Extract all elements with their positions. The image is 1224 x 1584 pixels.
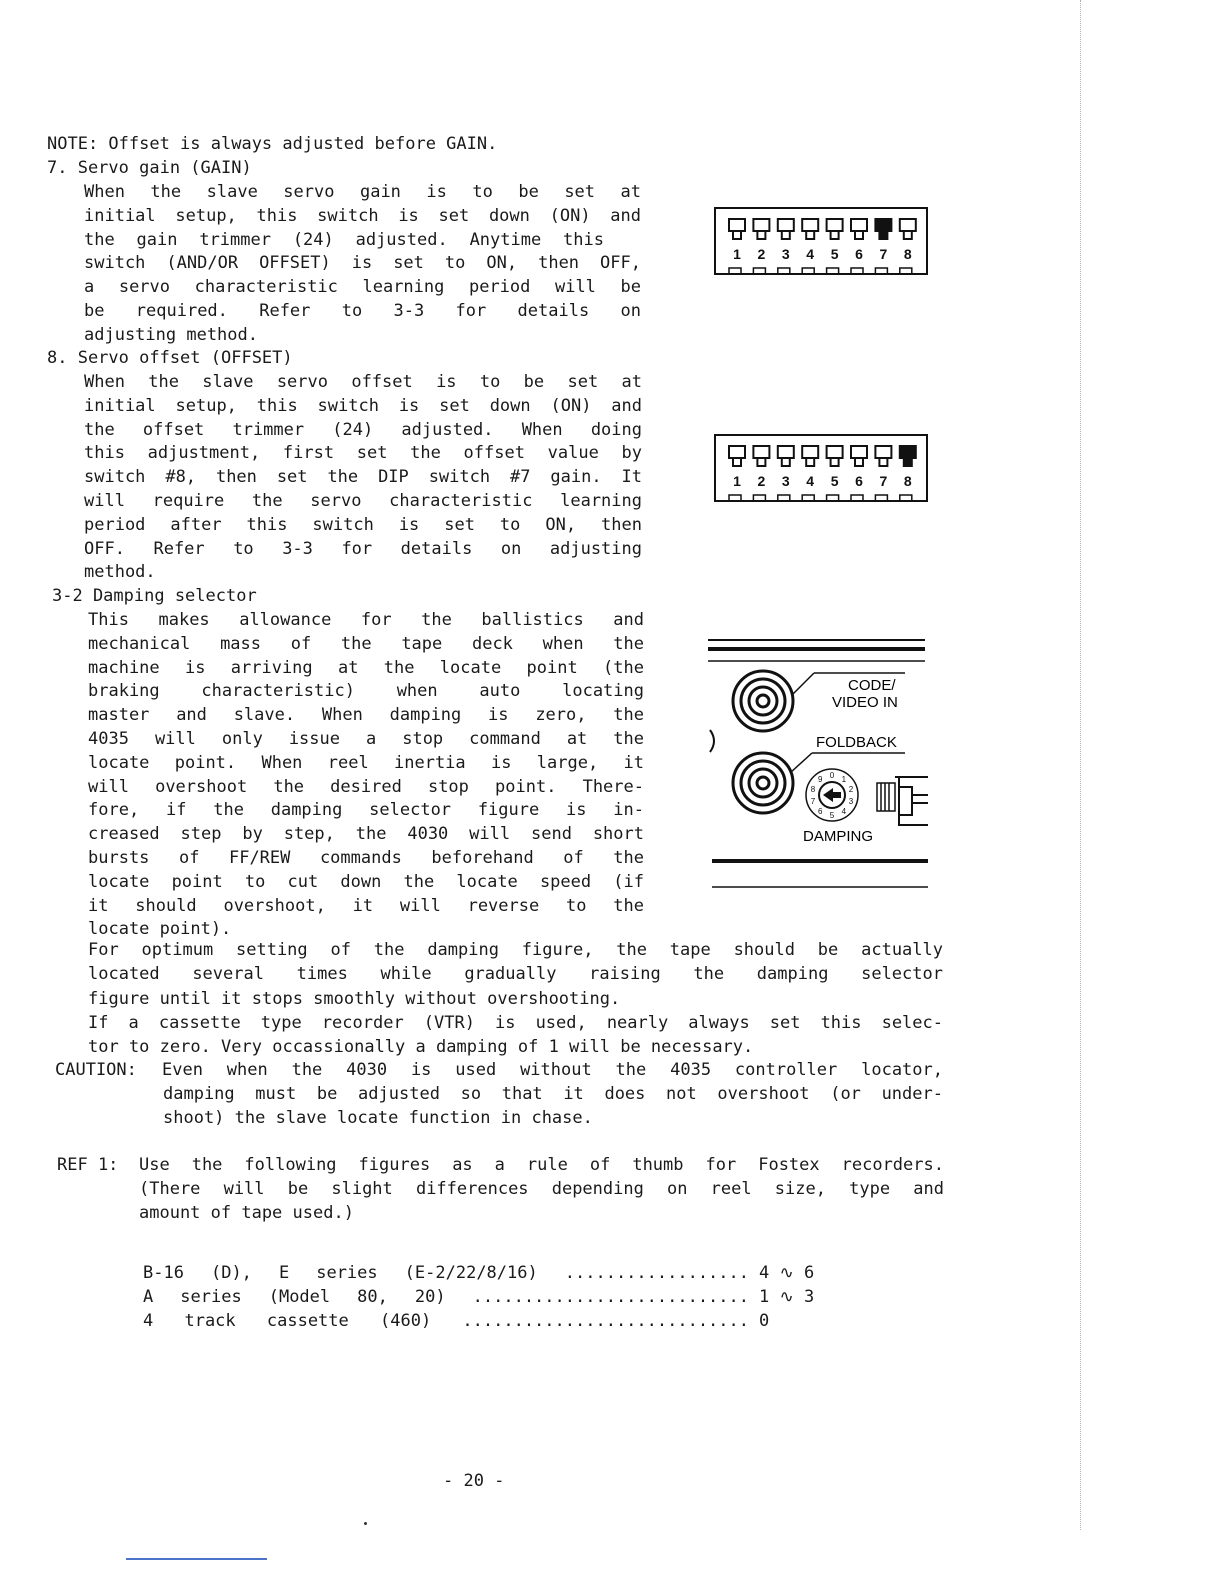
damping-line: 4035 will only issue a stop command at the bbox=[88, 729, 644, 749]
dip-switch-offset-figure bbox=[712, 433, 930, 505]
section-8-line: will require the servo characteristic learning bbox=[84, 491, 642, 511]
caution-line: shoot) the slave locate function in chase. bbox=[163, 1108, 593, 1128]
section-8-line: this adjustment, first set the offset value by bbox=[84, 443, 642, 464]
offset-dip-switch-1 bbox=[729, 446, 745, 501]
gain-dip-switch-4 bbox=[802, 219, 818, 274]
section-7-line: a servo characteristic learning period will be bbox=[84, 277, 641, 298]
foldback-jack-icon bbox=[733, 753, 793, 813]
video-in-label: VIDEO IN bbox=[832, 694, 898, 711]
damping-line: locate point to cut down the locate speed (if bbox=[88, 871, 644, 892]
gain-dip-switch-number: 7 bbox=[879, 246, 888, 262]
damping-line: creased step by step, the 4030 will send short bbox=[88, 824, 644, 845]
note-line: NOTE: Offset is always adjusted before GAIN. bbox=[47, 134, 498, 154]
damping-line: This makes allowance for the ballistics and bbox=[88, 610, 644, 630]
section-7-line: be required. Refer to 3-3 for details on bbox=[84, 301, 641, 321]
damping-line: machine is arriving at the locate point (the bbox=[88, 657, 644, 678]
ref-table-value: 4 ∿ 6 bbox=[759, 1263, 815, 1283]
damping-para2-line: located several times while gradually raising the damping selector bbox=[88, 964, 943, 985]
section-7-line: the gain trimmer (24) adjusted. Anytime this bbox=[84, 229, 604, 250]
offset-dip-switch-number: 2 bbox=[757, 473, 766, 489]
ref-line: (There will be slight differences depending on reel size, type and bbox=[139, 1179, 944, 1199]
damping-para2-line: For optimum setting of the damping figure, the tape should be actually bbox=[88, 940, 943, 960]
gain-dip-switch-number: 8 bbox=[903, 246, 912, 262]
offset-dip-switch-3 bbox=[778, 446, 794, 501]
damping-line: mechanical mass of the tape deck when the bbox=[88, 633, 644, 654]
ref-line: amount of tape used.) bbox=[139, 1203, 354, 1223]
code-label: CODE/ bbox=[848, 677, 896, 694]
offset-dip-switch-number: 6 bbox=[855, 473, 863, 489]
ref-label: REF 1: bbox=[57, 1155, 119, 1175]
gain-dip-switch-2 bbox=[753, 219, 769, 274]
offset-dip-switch-2 bbox=[753, 446, 769, 501]
gain-dip-switch-1 bbox=[729, 219, 745, 274]
offset-dip-switch-4 bbox=[802, 446, 818, 501]
gain-dip-switch-3 bbox=[778, 219, 794, 274]
caution-line: damping must be adjusted so that it does not overshoot (or under- bbox=[163, 1084, 943, 1104]
page-number: - 20 - bbox=[443, 1471, 505, 1491]
ref-table-value: 0 bbox=[759, 1311, 770, 1331]
rear-panel-damping-figure bbox=[700, 635, 940, 895]
dial-digit: 5 bbox=[829, 811, 835, 820]
offset-dip-switch-number: 8 bbox=[903, 473, 912, 489]
damping-line: master and slave. When damping is zero, the bbox=[88, 705, 644, 726]
offset-dip-switch-number: 4 bbox=[806, 473, 815, 489]
blue-underline-mark bbox=[126, 1558, 267, 1560]
gain-dip-switch-number: 4 bbox=[806, 246, 815, 262]
scan-speck bbox=[364, 1522, 367, 1525]
dial-digit: 7 bbox=[810, 797, 816, 807]
dial-digit: 4 bbox=[841, 807, 847, 817]
damping-para3-line: tor to zero. Very occassionally a damping of 1 will be necessary. bbox=[88, 1037, 754, 1057]
dial-digit: 1 bbox=[841, 774, 847, 784]
offset-dip-switch-number: 1 bbox=[733, 473, 741, 489]
section-7-line: adjusting method. bbox=[84, 324, 258, 345]
ref-table-label: A series (Model 80, 20) ........................... bbox=[143, 1287, 749, 1307]
damping-line: braking characteristic) when auto locating bbox=[88, 681, 644, 702]
damping-dial-icon bbox=[806, 769, 858, 821]
gain-dip-switch-5 bbox=[827, 219, 843, 274]
caution-line: Even when the 4030 is used without the 4035 controller locator, bbox=[162, 1060, 943, 1080]
damping-label: DAMPING bbox=[803, 828, 874, 845]
gain-dip-switch-6 bbox=[851, 219, 867, 274]
section-7-heading: 7. Servo gain (GAIN) bbox=[47, 158, 252, 178]
offset-dip-switch-number: 7 bbox=[879, 473, 888, 489]
section-8-line: When the slave servo offset is to be set at bbox=[84, 372, 642, 392]
section-8-line: the offset trimmer (24) adjusted. When doing bbox=[84, 419, 642, 440]
section-8-line: OFF. Refer to 3-3 for details on adjusting bbox=[84, 538, 642, 559]
offset-dip-switch-7 bbox=[875, 446, 891, 501]
damping-line: fore, if the damping selector figure is in- bbox=[88, 800, 644, 821]
section-7-line: switch (AND/OR OFFSET) is set to ON, then OFF, bbox=[84, 253, 641, 274]
section-3-2-heading: 3-2 Damping selector bbox=[52, 586, 257, 606]
damping-para2-line: figure until it stops smoothly without overshooting. bbox=[88, 988, 621, 1009]
dial-digit: 6 bbox=[817, 807, 823, 817]
dip-switch-gain-figure bbox=[712, 206, 930, 278]
offset-dip-switch-number: 3 bbox=[781, 473, 790, 489]
section-8-line: method. bbox=[84, 562, 156, 583]
gain-dip-switch-number: 5 bbox=[830, 246, 839, 262]
caution-label: CAUTION: bbox=[55, 1060, 137, 1080]
dial-digit: 2 bbox=[848, 784, 854, 794]
gain-dip-switch-number: 3 bbox=[781, 246, 790, 262]
gain-dip-switch-number: 2 bbox=[757, 246, 766, 262]
ref-table-label: 4 track cassette (460) ............................ bbox=[143, 1311, 749, 1331]
dial-digit: 9 bbox=[817, 774, 823, 784]
damping-line: bursts of FF/REW commands beforehand of the bbox=[88, 848, 644, 868]
section-8-line: initial setup, this switch is set down (ON) and bbox=[84, 395, 642, 416]
offset-dip-switch-6 bbox=[851, 446, 867, 501]
gain-dip-switch-8 bbox=[900, 219, 916, 274]
damping-line: locate point). bbox=[88, 919, 232, 940]
gain-dip-switch-number: 1 bbox=[733, 246, 741, 262]
damping-para3-line: If a cassette type recorder (VTR) is used, nearly always set this selec- bbox=[88, 1013, 943, 1033]
section-8-line: switch #8, then set the DIP switch #7 gain. It bbox=[84, 467, 642, 488]
damping-line: it should overshoot, it will reverse to the bbox=[88, 895, 644, 916]
offset-dip-switch-8 bbox=[900, 446, 916, 501]
damping-line: locate point. When reel inertia is large, it bbox=[88, 752, 644, 773]
section-8-heading: 8. Servo offset (OFFSET) bbox=[47, 348, 293, 368]
connector-block-icon bbox=[877, 777, 928, 825]
code-video-jack-icon bbox=[733, 671, 793, 731]
gain-dip-switch-7 bbox=[875, 219, 891, 274]
section-7-line: When the slave servo gain is to be set at bbox=[84, 182, 641, 202]
dial-digit: 0 bbox=[829, 771, 835, 780]
offset-dip-switch-number: 5 bbox=[830, 473, 839, 489]
damping-line: will overshoot the desired stop point. There- bbox=[88, 776, 644, 797]
section-7-line: initial setup, this switch is set down (ON) and bbox=[84, 205, 641, 226]
scan-edge-dots bbox=[1080, 0, 1081, 1530]
offset-dip-switch-5 bbox=[827, 446, 843, 501]
ref-table-label: B-16 (D), E series (E-2/22/8/16) .................. bbox=[143, 1263, 749, 1283]
dial-digit: 8 bbox=[810, 784, 816, 794]
dial-digit: 3 bbox=[848, 797, 854, 807]
ref-line: Use the following figures as a rule of thumb for Fostex recorders. bbox=[139, 1155, 944, 1175]
section-8-line: period after this switch is set to ON, then bbox=[84, 514, 642, 535]
gain-dip-switch-number: 6 bbox=[855, 246, 863, 262]
ref-table-value: 1 ∿ 3 bbox=[759, 1287, 815, 1307]
foldback-label: FOLDBACK bbox=[816, 734, 897, 751]
